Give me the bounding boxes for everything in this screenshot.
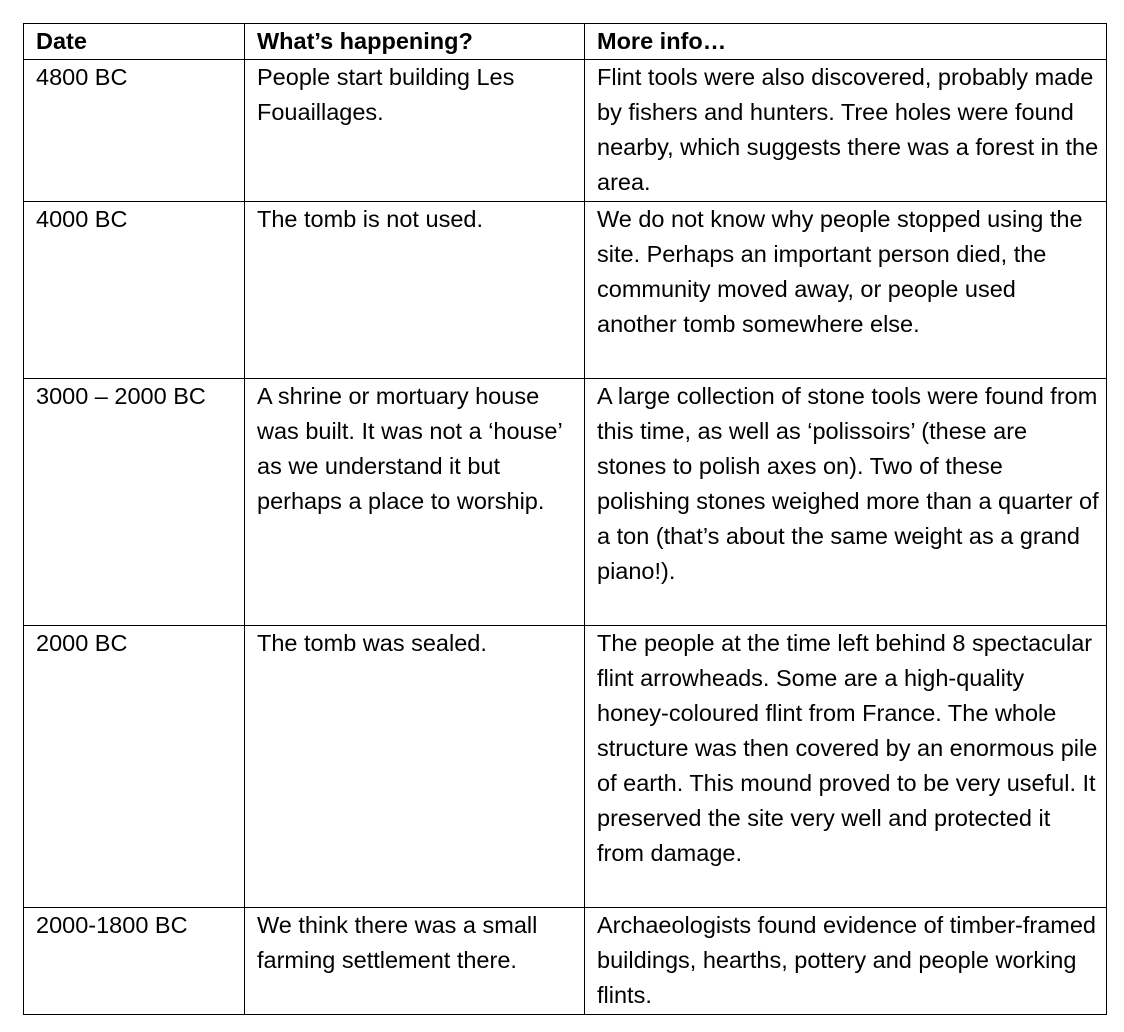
more-info-text: A large collection of stone tools were found from this time, as well as ‘polissoirs’ (these are stones to polish axes on). Two of these polishing stones weighed more than a quarter of a ton (that’s about the same weight as a grand piano!).	[597, 383, 1099, 584]
header-row	[24, 24, 1107, 60]
date-cell	[24, 626, 245, 908]
more-info-text: Archaeologists found evidence of timber-framed buildings, hearths, pottery and people working flints.	[597, 912, 1096, 1008]
more-info-text: We do not know why people stopped using the site. Perhaps an important person died, the community moved away, or people used another tomb somewhere else.	[597, 206, 1083, 337]
timeline-table	[23, 23, 1107, 1015]
more-info-cell	[585, 60, 1107, 202]
date-cell	[24, 60, 245, 202]
header-whats-happening: What’s happening?	[245, 24, 585, 60]
date-text: 4800 BC	[36, 64, 128, 90]
whats-happening-text: People start building Les Fouaillages.	[257, 64, 515, 125]
table-row	[24, 626, 1107, 908]
whats-happening-text: We think there was a small farming settlement there.	[257, 912, 538, 973]
date-text: 4000 BC	[36, 206, 128, 232]
date-cell	[24, 379, 245, 626]
header-more-info: More info…	[585, 24, 1107, 60]
more-info-cell	[585, 626, 1107, 908]
table-row	[24, 379, 1107, 626]
date-cell	[24, 908, 245, 1015]
header-date: Date	[24, 24, 245, 60]
table-row	[24, 202, 1107, 379]
more-info-cell	[585, 908, 1107, 1015]
date-text: 2000-1800 BC	[36, 912, 188, 938]
whats-happening-text: The tomb was sealed.	[257, 630, 487, 656]
more-info-text: Flint tools were also discovered, probably made by fishers and hunters. Tree holes were found nearby, which suggests there was a forest in the area.	[597, 64, 1099, 195]
whats-happening-cell	[245, 202, 585, 379]
more-info-cell	[585, 379, 1107, 626]
whats-happening-cell	[245, 379, 585, 626]
more-info-text: The people at the time left behind 8 spectacular flint arrowheads. Some are a high-quality honey-coloured flint from France. The whole structure was then covered by an enormous pile of earth. This mound proved to be very useful. It preserved the site very well and protected it from damage.	[597, 630, 1098, 866]
more-info-cell	[585, 202, 1107, 379]
date-text: 2000 BC	[36, 630, 128, 656]
whats-happening-text: The tomb is not used.	[257, 206, 483, 232]
whats-happening-text: A shrine or mortuary house was built. It was not a ‘house’ as we understand it but perhaps a place to worship.	[257, 383, 562, 514]
table-row	[24, 60, 1107, 202]
whats-happening-cell	[245, 626, 585, 908]
whats-happening-cell	[245, 908, 585, 1015]
date-text: 3000 – 2000 BC	[36, 383, 206, 409]
whats-happening-cell	[245, 60, 585, 202]
date-cell	[24, 202, 245, 379]
table-row	[24, 908, 1107, 1015]
